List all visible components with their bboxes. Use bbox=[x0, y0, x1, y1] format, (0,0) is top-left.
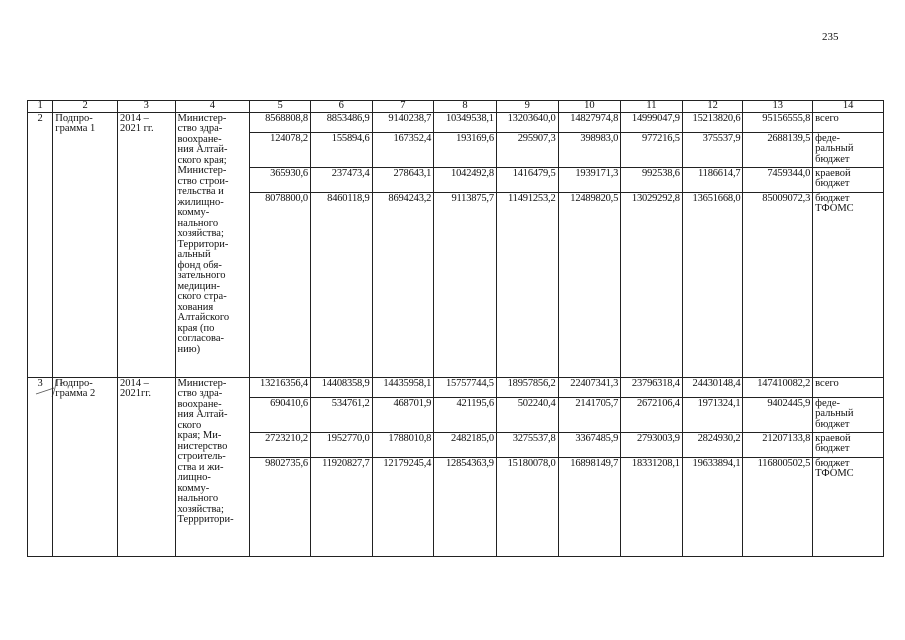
value-cell: 468701,9 bbox=[372, 397, 434, 432]
value-cell: 7459344,0 bbox=[743, 167, 813, 192]
value-cell: 147410082,2 bbox=[743, 377, 813, 397]
value-cell: 2141705,7 bbox=[558, 397, 621, 432]
value-cell: 14999047,9 bbox=[621, 112, 683, 132]
value-cell: 193169,6 bbox=[434, 132, 497, 167]
value-cell: 9140238,7 bbox=[372, 112, 434, 132]
funding-source: краевой бюджет bbox=[813, 432, 884, 457]
value-cell: 2793003,9 bbox=[621, 432, 683, 457]
value-cell: 1939171,3 bbox=[558, 167, 621, 192]
value-cell: 15213820,6 bbox=[682, 112, 743, 132]
value-cell: 15757744,5 bbox=[434, 377, 497, 397]
value-cell: 977216,5 bbox=[621, 132, 683, 167]
value-cell: 14408358,9 bbox=[310, 377, 372, 397]
value-cell: 1971324,1 bbox=[682, 397, 743, 432]
value-cell: 13029292,8 bbox=[621, 192, 683, 377]
column-number: 12 bbox=[682, 101, 743, 113]
value-cell: 18957856,2 bbox=[496, 377, 558, 397]
column-number: 8 bbox=[434, 101, 497, 113]
value-cell: 11920827,7 bbox=[310, 457, 372, 556]
column-number: 9 bbox=[496, 101, 558, 113]
column-number: 1 bbox=[28, 101, 53, 113]
column-number: 7 bbox=[372, 101, 434, 113]
row-number: 3 bbox=[28, 377, 53, 556]
funding-source: бюджет ТФОМС bbox=[813, 192, 884, 377]
table-row bbox=[28, 112, 884, 132]
value-cell: 9402445,9 bbox=[743, 397, 813, 432]
value-cell: 534761,2 bbox=[310, 397, 372, 432]
value-cell: 124078,2 bbox=[250, 132, 311, 167]
budget-table bbox=[27, 100, 884, 557]
value-cell: 155894,6 bbox=[310, 132, 372, 167]
value-cell: 10349538,1 bbox=[434, 112, 497, 132]
value-cell: 12489820,5 bbox=[558, 192, 621, 377]
value-cell: 12179245,4 bbox=[372, 457, 434, 556]
value-cell: 1952770,0 bbox=[310, 432, 372, 457]
value-cell: 8078800,0 bbox=[250, 192, 311, 377]
period: 2014 – 2021гг. bbox=[117, 377, 175, 556]
value-cell: 21207133,8 bbox=[743, 432, 813, 457]
value-cell: 502240,4 bbox=[496, 397, 558, 432]
value-cell: 365930,6 bbox=[250, 167, 311, 192]
column-number: 13 bbox=[743, 101, 813, 113]
executors: Министер- ство здра- воохране- ния Алтай- ского края; Министер- ство строи- тельства и жилищно- комму- нального хозяйства; Территори- альный фонд обя- зательного медицин- ского стра- хования Алтайского края (по согласова- нию) bbox=[175, 112, 250, 377]
table-row bbox=[28, 377, 884, 397]
column-number: 6 bbox=[310, 101, 372, 113]
row-number: 2 bbox=[28, 112, 53, 377]
column-number: 14 bbox=[813, 101, 884, 113]
subprogram-name: Подпро- грамма 1 bbox=[53, 112, 118, 377]
value-cell: 18331208,1 bbox=[621, 457, 683, 556]
funding-source: всего bbox=[813, 377, 884, 397]
value-cell: 116800502,5 bbox=[743, 457, 813, 556]
value-cell: 15180078,0 bbox=[496, 457, 558, 556]
value-cell: 8568808,8 bbox=[250, 112, 311, 132]
value-cell: 375537,9 bbox=[682, 132, 743, 167]
value-cell: 2672106,4 bbox=[621, 397, 683, 432]
value-cell: 85009072,3 bbox=[743, 192, 813, 377]
value-cell: 14435958,1 bbox=[372, 377, 434, 397]
value-cell: 95156555,8 bbox=[743, 112, 813, 132]
page-number: 235 bbox=[822, 31, 839, 43]
value-cell: 8694243,2 bbox=[372, 192, 434, 377]
column-number: 4 bbox=[175, 101, 250, 113]
value-cell: 24430148,4 bbox=[682, 377, 743, 397]
value-cell: 14827974,8 bbox=[558, 112, 621, 132]
value-cell: 2824930,2 bbox=[682, 432, 743, 457]
value-cell: 690410,6 bbox=[250, 397, 311, 432]
subprogram-name: Подпро- грамма 2 bbox=[53, 377, 118, 556]
value-cell: 992538,6 bbox=[621, 167, 683, 192]
value-cell: 13216356,4 bbox=[250, 377, 311, 397]
value-cell: 2688139,5 bbox=[743, 132, 813, 167]
value-cell: 23796318,4 bbox=[621, 377, 683, 397]
value-cell: 1416479,5 bbox=[496, 167, 558, 192]
funding-source: феде- ральный бюджет bbox=[813, 132, 884, 167]
column-number: 10 bbox=[558, 101, 621, 113]
funding-source: феде- ральный бюджет bbox=[813, 397, 884, 432]
column-number: 3 bbox=[117, 101, 175, 113]
value-cell: 237473,4 bbox=[310, 167, 372, 192]
value-cell: 12854363,9 bbox=[434, 457, 497, 556]
table-header-row bbox=[28, 101, 884, 113]
value-cell: 9113875,7 bbox=[434, 192, 497, 377]
value-cell: 3367485,9 bbox=[558, 432, 621, 457]
funding-source: краевой бюджет bbox=[813, 167, 884, 192]
value-cell: 167352,4 bbox=[372, 132, 434, 167]
value-cell: 8460118,9 bbox=[310, 192, 372, 377]
value-cell: 11491253,2 bbox=[496, 192, 558, 377]
value-cell: 1788010,8 bbox=[372, 432, 434, 457]
value-cell: 295907,3 bbox=[496, 132, 558, 167]
value-cell: 9802735,6 bbox=[250, 457, 311, 556]
value-cell: 2482185,0 bbox=[434, 432, 497, 457]
value-cell: 13651668,0 bbox=[682, 192, 743, 377]
value-cell: 22407341,3 bbox=[558, 377, 621, 397]
value-cell: 421195,6 bbox=[434, 397, 497, 432]
funding-source: всего bbox=[813, 112, 884, 132]
column-number: 11 bbox=[621, 101, 683, 113]
value-cell: 1186614,7 bbox=[682, 167, 743, 192]
value-cell: 278643,1 bbox=[372, 167, 434, 192]
executors: Министер- ство здра- воохране- ния Алтай- ского края; Ми- нистерство строитель- ства и жи- лищно- комму- нального хозяйства; Террритори- bbox=[175, 377, 250, 556]
value-cell: 1042492,8 bbox=[434, 167, 497, 192]
period: 2014 – 2021 гг. bbox=[117, 112, 175, 377]
value-cell: 19633894,1 bbox=[682, 457, 743, 556]
column-number: 5 bbox=[250, 101, 311, 113]
value-cell: 2723210,2 bbox=[250, 432, 311, 457]
value-cell: 13203640,0 bbox=[496, 112, 558, 132]
value-cell: 3275537,8 bbox=[496, 432, 558, 457]
column-number: 2 bbox=[53, 101, 118, 113]
value-cell: 16898149,7 bbox=[558, 457, 621, 556]
funding-source: бюджет ТФОМС bbox=[813, 457, 884, 556]
value-cell: 8853486,9 bbox=[310, 112, 372, 132]
value-cell: 398983,0 bbox=[558, 132, 621, 167]
